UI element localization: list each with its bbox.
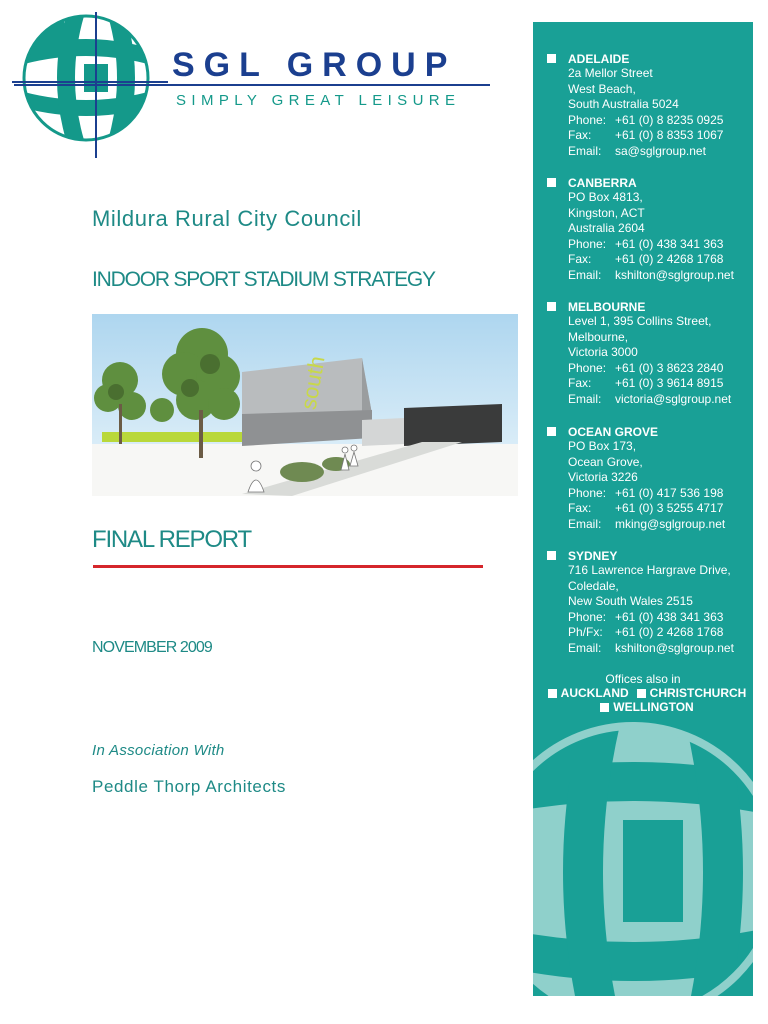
office-fax: Ph/Fx: +61 (0) 2 4268 1768	[568, 625, 724, 640]
office-phone: Phone: +61 (0) 438 341 363	[568, 609, 724, 624]
office-email[interactable]: Email: mking@sglgroup.net	[568, 516, 726, 531]
office-address-line: Ocean Grove,	[568, 454, 643, 469]
square-bullet-icon	[547, 178, 556, 187]
office-ocean-grove	[547, 424, 753, 533]
office-fax: Fax: +61 (0) 8 8353 1067	[568, 128, 724, 143]
square-bullet-icon	[547, 427, 556, 436]
office-phone: Phone: +61 (0) 3 8623 2840	[568, 360, 724, 375]
office-address-line: 716 Lawrence Hargrave Drive,	[568, 563, 731, 577]
sidebar-globe-icon	[533, 712, 753, 996]
office-name: CANBERRA	[568, 175, 637, 190]
office-phone: Phone: +61 (0) 417 536 198	[568, 485, 724, 500]
office-address-line: Victoria 3000	[568, 345, 638, 360]
office-adelaide	[547, 51, 753, 160]
brand-name: SGL GROUP	[172, 46, 457, 84]
office-fax: Fax: +61 (0) 2 4268 1768	[568, 252, 724, 267]
office-name: SYDNEY	[568, 548, 618, 563]
client-name: Mildura Rural City Council	[92, 206, 362, 231]
brand-tagline: SIMPLY GREAT LEISURE	[176, 92, 461, 109]
office-email[interactable]: Email: sa@sglgroup.net	[568, 143, 706, 158]
office-address-line: New South Wales 2515	[568, 594, 693, 609]
office-sydney	[547, 548, 753, 657]
office-address-line: West Beach,	[568, 81, 636, 96]
office-address-line: South Australia 5024	[568, 97, 679, 112]
square-bullet-icon	[547, 551, 556, 560]
office-name: ADELAIDE	[568, 51, 630, 66]
offices-sidebar	[533, 22, 753, 996]
other-offices-row	[533, 686, 753, 700]
office-fax: Fax: +61 (0) 3 9614 8915	[568, 376, 724, 391]
office-address-line: Level 1, 395 Collins Street,	[568, 314, 712, 328]
square-bullet-icon	[600, 703, 609, 712]
office-email[interactable]: Email: kshilton@sglgroup.net	[568, 640, 734, 655]
other-office-city: WELLINGTON	[613, 700, 694, 714]
other-offices-label: Offices also in	[605, 672, 681, 686]
office-fax: Fax: +61 (0) 3 5255 4717	[568, 501, 724, 516]
office-address-line: Kingston, ACT	[568, 205, 645, 220]
office-phone: Phone: +61 (0) 438 341 363	[568, 236, 724, 251]
association-name: Peddle Thorp Architects	[92, 777, 286, 796]
report-date: NOVEMBER 2009	[92, 639, 212, 656]
association-label: In Association With	[92, 742, 225, 759]
other-office-city: CHRISTCHURCH	[649, 686, 747, 700]
square-bullet-icon	[548, 689, 557, 698]
office-address-line: Melbourne,	[568, 329, 629, 344]
render-sign-text: south	[295, 354, 330, 412]
office-address-line: PO Box 173,	[568, 439, 637, 453]
square-bullet-icon	[547, 302, 556, 311]
office-address-line: Australia 2604	[568, 221, 645, 236]
office-address-line: 2a Mellor Street	[568, 66, 653, 80]
office-name: OCEAN GROVE	[568, 424, 659, 439]
stadium-render-image	[92, 314, 518, 496]
office-address-line: Victoria 3226	[568, 470, 638, 485]
square-bullet-icon	[637, 689, 646, 698]
other-office-city: AUCKLAND	[560, 686, 629, 700]
office-name: MELBOURNE	[568, 299, 646, 314]
square-bullet-icon	[547, 54, 556, 63]
report-title-rule	[93, 565, 483, 568]
office-canberra	[547, 175, 753, 284]
project-title: INDOOR SPORT STADIUM STRATEGY	[92, 268, 435, 291]
office-address-line: Coledale,	[568, 578, 619, 593]
office-address-line: PO Box 4813,	[568, 190, 643, 204]
office-melbourne	[547, 299, 753, 408]
report-title: FINAL REPORT	[92, 526, 251, 553]
office-phone: Phone: +61 (0) 8 8235 0925	[568, 112, 724, 127]
office-email[interactable]: Email: victoria@sglgroup.net	[568, 391, 732, 406]
office-email[interactable]: Email: kshilton@sglgroup.net	[568, 267, 734, 282]
